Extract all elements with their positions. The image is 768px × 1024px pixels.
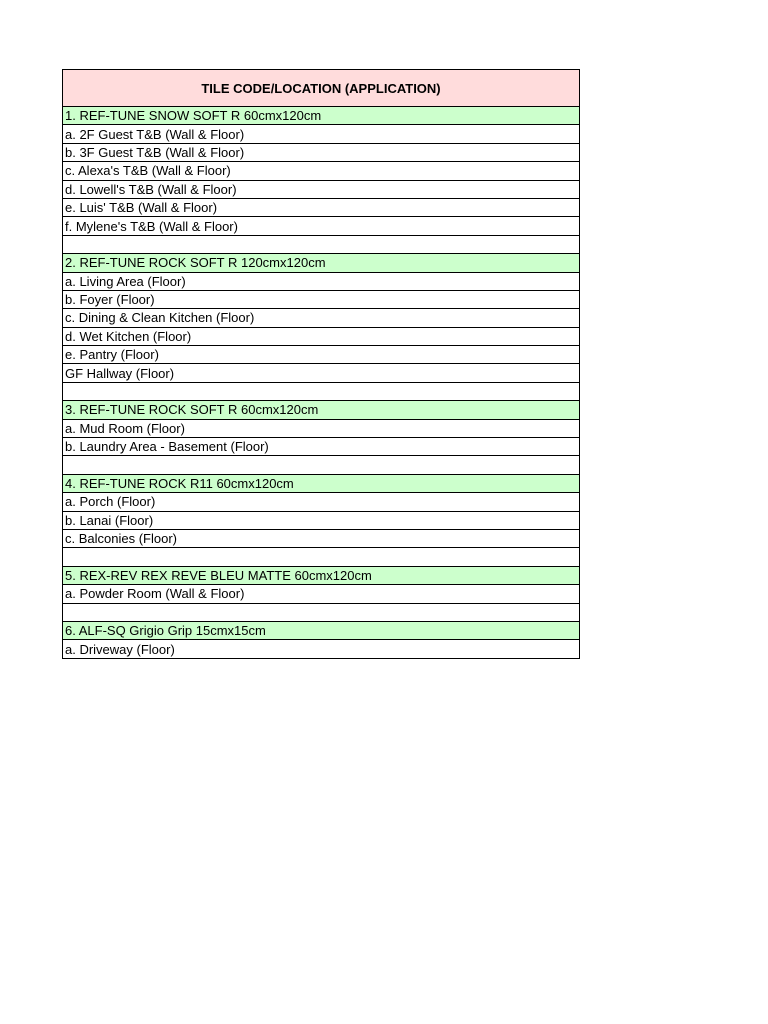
blank-row — [63, 603, 580, 621]
blank-row — [63, 382, 580, 400]
table-row — [63, 493, 580, 511]
table-row — [63, 419, 580, 437]
tile-location-table — [62, 69, 580, 659]
blank-cell — [63, 603, 580, 621]
table-row — [63, 162, 580, 180]
location-cell: a. Living Area (Floor) — [63, 272, 580, 290]
blank-row — [63, 548, 580, 566]
table-row — [63, 511, 580, 529]
table-row — [63, 346, 580, 364]
blank-cell — [63, 382, 580, 400]
location-cell: d. Lowell's T&B (Wall & Floor) — [63, 180, 580, 198]
location-cell: a. Powder Room (Wall & Floor) — [63, 585, 580, 603]
section-title: 3. REF-TUNE ROCK SOFT R 60cmx120cm — [63, 401, 580, 419]
section-title: 6. ALF-SQ Grigio Grip 15cmx15cm — [63, 621, 580, 639]
blank-cell — [63, 548, 580, 566]
table-row — [63, 198, 580, 216]
header-row — [63, 70, 580, 107]
location-cell: e. Luis' T&B (Wall & Floor) — [63, 198, 580, 216]
location-cell: a. Mud Room (Floor) — [63, 419, 580, 437]
table-row — [63, 364, 580, 382]
location-cell: a. Porch (Floor) — [63, 493, 580, 511]
location-cell: b. Lanai (Floor) — [63, 511, 580, 529]
table-row — [63, 309, 580, 327]
table-row — [63, 327, 580, 345]
section-row — [63, 254, 580, 272]
table-body — [63, 70, 580, 659]
table-row — [63, 529, 580, 547]
table-row — [63, 585, 580, 603]
section-title: 5. REX-REV REX REVE BLEU MATTE 60cmx120cm — [63, 566, 580, 584]
blank-row — [63, 456, 580, 474]
location-cell: GF Hallway (Floor) — [63, 364, 580, 382]
table-row — [63, 438, 580, 456]
location-cell: c. Dining & Clean Kitchen (Floor) — [63, 309, 580, 327]
blank-row — [63, 235, 580, 253]
table-row — [63, 217, 580, 235]
table-row — [63, 125, 580, 143]
location-cell: b. Foyer (Floor) — [63, 290, 580, 308]
location-cell: a. 2F Guest T&B (Wall & Floor) — [63, 125, 580, 143]
location-cell: b. Laundry Area - Basement (Floor) — [63, 438, 580, 456]
table-row — [63, 290, 580, 308]
blank-cell — [63, 456, 580, 474]
location-cell: a. Driveway (Floor) — [63, 640, 580, 658]
table-row — [63, 272, 580, 290]
location-cell: d. Wet Kitchen (Floor) — [63, 327, 580, 345]
section-row — [63, 621, 580, 639]
location-cell: c. Balconies (Floor) — [63, 529, 580, 547]
table-row — [63, 640, 580, 658]
table-row — [63, 143, 580, 161]
table-row — [63, 180, 580, 198]
section-title: 1. REF-TUNE SNOW SOFT R 60cmx120cm — [63, 107, 580, 125]
location-cell: c. Alexa's T&B (Wall & Floor) — [63, 162, 580, 180]
location-cell: f. Mylene's T&B (Wall & Floor) — [63, 217, 580, 235]
section-title: 2. REF-TUNE ROCK SOFT R 120cmx120cm — [63, 254, 580, 272]
section-row — [63, 474, 580, 492]
location-cell: e. Pantry (Floor) — [63, 346, 580, 364]
section-title: 4. REF-TUNE ROCK R11 60cmx120cm — [63, 474, 580, 492]
section-row — [63, 107, 580, 125]
section-row — [63, 566, 580, 584]
table-header: TILE CODE/LOCATION (APPLICATION) — [63, 70, 580, 107]
blank-cell — [63, 235, 580, 253]
location-cell: b. 3F Guest T&B (Wall & Floor) — [63, 143, 580, 161]
section-row — [63, 401, 580, 419]
